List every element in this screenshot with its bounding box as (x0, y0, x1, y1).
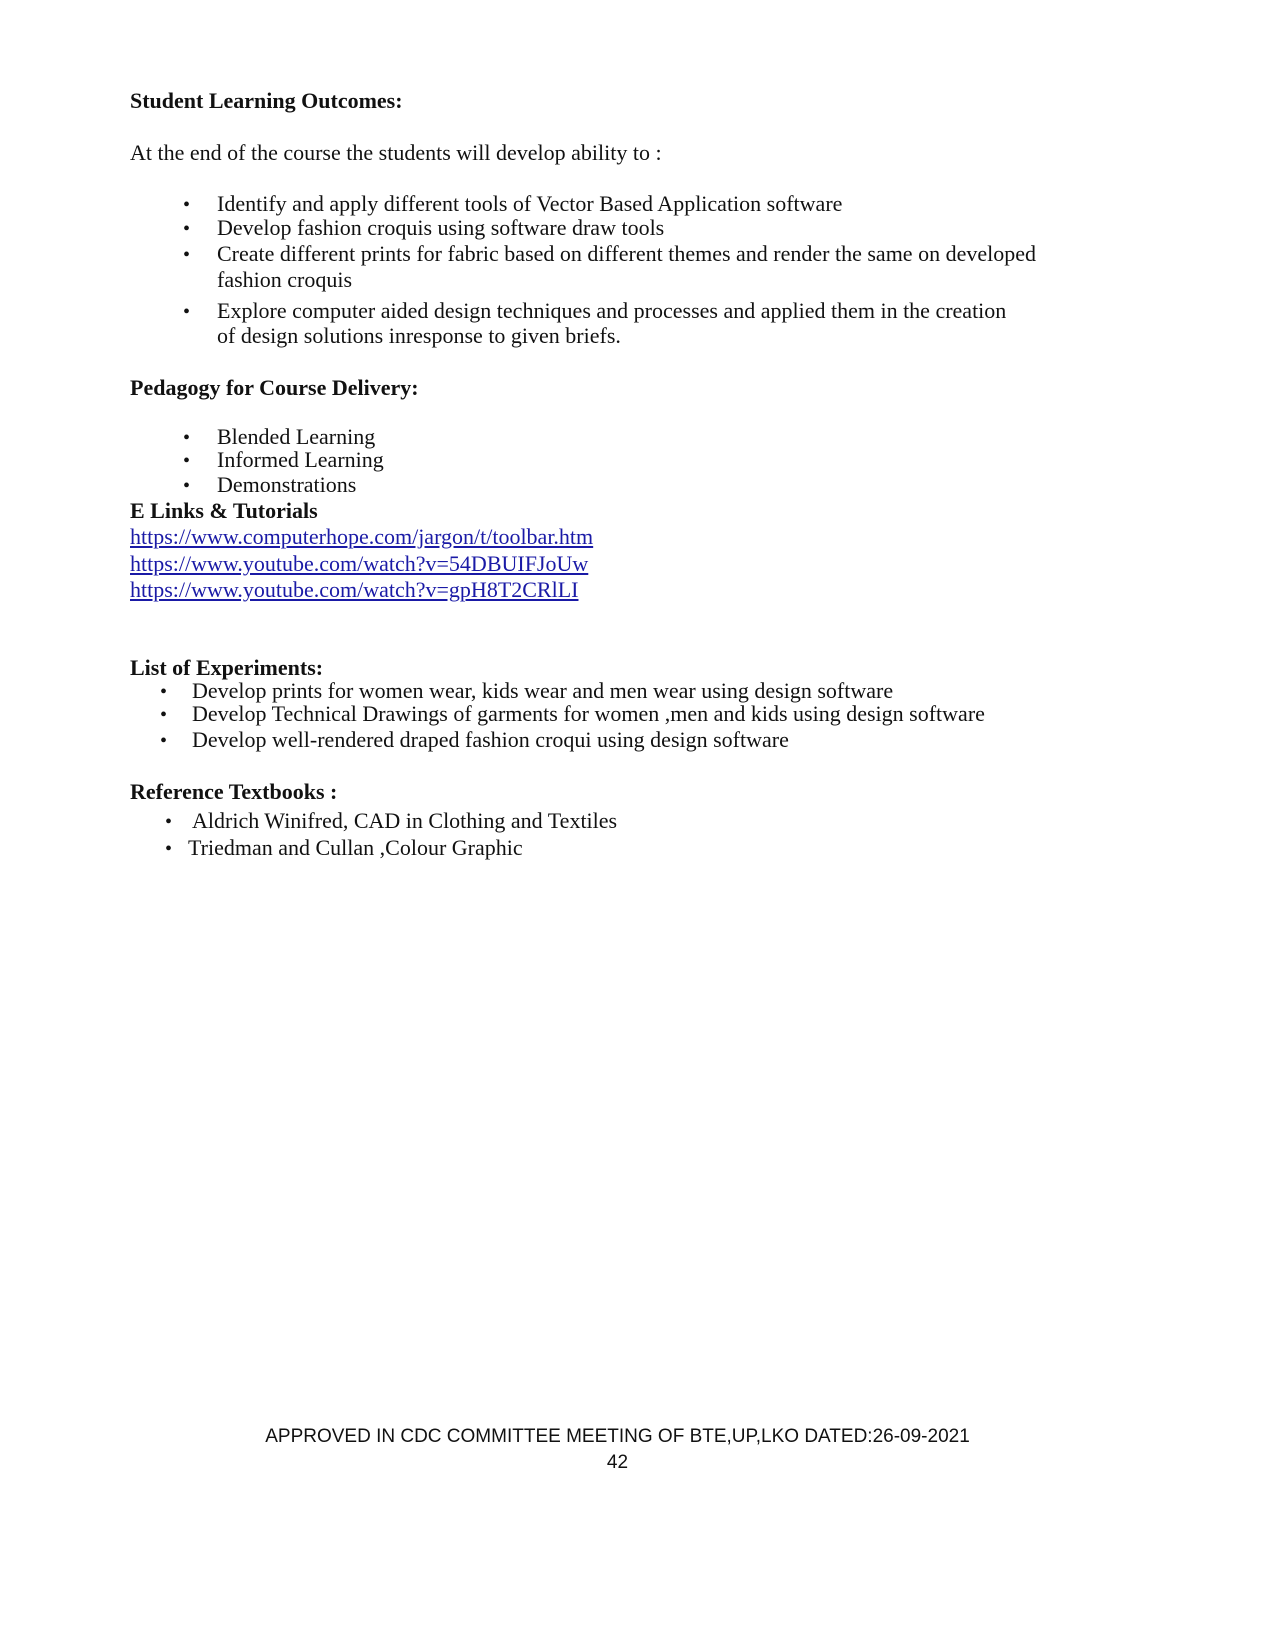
elinks-heading: E Links & Tutorials (130, 498, 318, 523)
pedagogy-heading: Pedagogy for Course Delivery: (130, 375, 419, 400)
references-heading: Reference Textbooks : (130, 779, 338, 804)
reference-item: Triedman and Cullan ,Colour Graphic (188, 835, 523, 860)
bullet-icon: • (183, 301, 191, 323)
reference-item: Aldrich Winifred, CAD in Clothing and Textiles (192, 808, 618, 833)
outcome-item: Develop fashion croquis using software draw tools (217, 215, 665, 240)
outcome-item-continued: fashion croquis (217, 267, 353, 292)
outcome-item: Identify and apply different tools of Vector Based Application software (217, 191, 843, 216)
tutorial-link-computerhope[interactable]: https://www.computerhope.com/jargon/t/toolbar.htm (130, 524, 594, 549)
outcome-item: Explore computer aided design techniques and processes and applied them in the creation (217, 298, 1007, 323)
bullet-icon: • (183, 475, 191, 497)
experiment-item: Develop well-rendered draped fashion croqui using design software (192, 727, 789, 752)
bullet-icon: • (183, 218, 191, 240)
outcome-item-continued: of design solutions inresponse to given briefs. (217, 323, 621, 348)
bullet-icon: • (160, 681, 168, 703)
bullet-icon: • (160, 730, 168, 752)
pedagogy-item: Demonstrations (217, 472, 357, 497)
bullet-icon: • (183, 244, 191, 266)
outcomes-intro: At the end of the course the students will develop ability to : (130, 140, 662, 165)
pedagogy-item: Informed Learning (217, 447, 384, 472)
approval-footer: APPROVED IN CDC COMMITTEE MEETING OF BTE,UP,LKO DATED:26-09-2021 (265, 1426, 970, 1447)
outcomes-heading: Student Learning Outcomes: (130, 88, 403, 113)
bullet-icon: • (165, 811, 173, 833)
tutorial-link-youtube-2[interactable]: https://www.youtube.com/watch?v=gpH8T2CRlLI (130, 577, 579, 602)
experiment-item: Develop prints for women wear, kids wear and men wear using design software (192, 678, 894, 703)
bullet-icon: • (183, 427, 191, 449)
experiment-item: Develop Technical Drawings of garments for women ,men and kids using design software (192, 701, 985, 726)
bullet-icon: • (183, 194, 191, 216)
bullet-icon: • (160, 704, 168, 726)
outcome-item: Create different prints for fabric based on different themes and render the same on developed (217, 241, 1036, 266)
bullet-icon: • (183, 450, 191, 472)
tutorial-link-youtube-1[interactable]: https://www.youtube.com/watch?v=54DBUIFJoUw (130, 551, 589, 576)
bullet-icon: • (165, 838, 173, 860)
page-number: 42 (606, 1452, 629, 1473)
experiments-heading: List of Experiments: (130, 655, 324, 680)
pedagogy-item: Blended Learning (217, 424, 376, 449)
